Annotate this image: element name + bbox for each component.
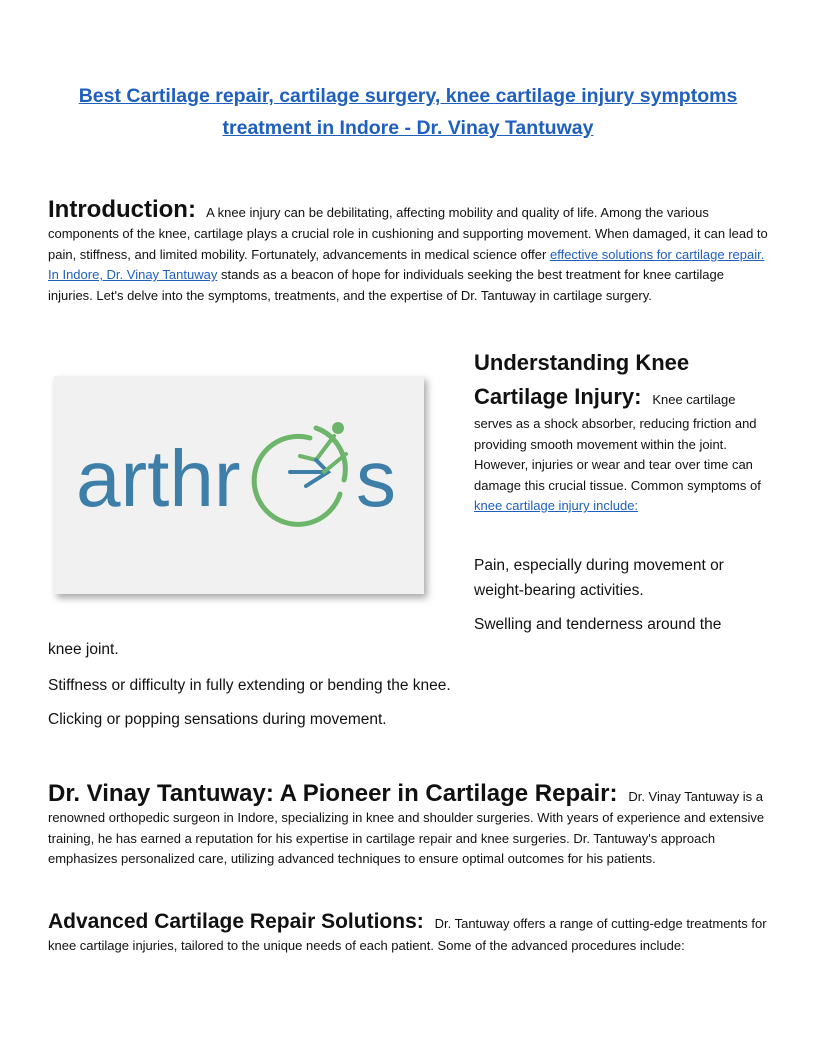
title-line-2: treatment in Indore - Dr. Vinay Tantuway <box>222 117 594 139</box>
understanding-text: Knee cartilage serves as a shock absorber, reducing friction and providing smooth movement within the joint. However, injuries or wear and tear over time can damage this crucial tissue. Common symptoms of <box>474 392 761 493</box>
symptom-3: Stiffness or difficulty in fully extending or bending the knee. <box>48 677 451 694</box>
advanced-heading: Advanced Cartilage Repair Solutions: <box>48 910 424 933</box>
logo-text-right: s <box>356 434 396 523</box>
intro-heading: Introduction: <box>48 196 196 223</box>
symptom-2-part-2: knee joint. <box>48 641 119 658</box>
understanding-heading-line-1: Understanding Knee <box>474 350 690 375</box>
logo-emblem-icon <box>254 422 346 524</box>
intro-text-1: A knee injury can be debilitating, affecting mobility and quality of life. Among the various components of the knee, cartilage plays a crucial role in cushioning and supporting movement. When damaged, it can lead to pain, stiffness, and limited mobility. Fortunately, advancements in medical science offer <box>48 205 768 262</box>
pioneer-text: Dr. Vinay Tantuway is a renowned orthopedic surgeon in Indore, specializing in knee and shoulder surgeries. With years of experience and extensive training, he has earned a reputation for his expertise in cartilage repair and knee surgeries. Dr. Tantuway's approach emphasizes personalized care, utilizing advanced techniques to ensure optimal outcomes for his patients. <box>48 789 765 866</box>
symptom-4: Clicking or popping sensations during movement. <box>48 711 387 728</box>
understanding-section <box>474 346 766 517</box>
advanced-section <box>48 908 770 957</box>
arthros-logo-image <box>54 376 424 594</box>
understanding-heading-line-2: Cartilage Injury: <box>474 384 642 409</box>
intro-paragraph <box>48 196 768 306</box>
knee-cartilage-injury-link[interactable]: knee cartilage injury include: <box>474 498 639 513</box>
title-link[interactable] <box>79 85 738 139</box>
pioneer-heading: Dr. Vinay Tantuway: A Pioneer in Cartilage Repair: <box>48 780 618 807</box>
pioneer-section <box>48 780 770 870</box>
page-title <box>40 80 776 144</box>
arthros-logo <box>54 376 424 594</box>
title-line-1: Best Cartilage repair, cartilage surgery, knee cartilage injury symptoms <box>78 85 738 107</box>
advanced-text: Dr. Tantuway offers a range of cutting-edge treatments for knee cartilage injuries, tailored to the unique needs of each patient. Some of the advanced procedures include: <box>48 916 767 953</box>
symptom-1: Pain, especially during movement or weight-bearing activities. <box>474 557 724 599</box>
cartilage-repair-link[interactable]: effective solutions for cartilage repair. In Indore, Dr. Vinay Tantuway <box>48 246 765 282</box>
intro-text-2: stands as a beacon of hope for individuals seeking the best treatment for knee cartilage injuries. Let's delve into the symptoms, treatments, and the expertise of Dr. Tantuway in cartilage surgery. <box>48 267 724 303</box>
logo-text-left: arthr <box>76 434 241 523</box>
symptom-2-part-1: Swelling and tenderness around the <box>474 616 722 633</box>
